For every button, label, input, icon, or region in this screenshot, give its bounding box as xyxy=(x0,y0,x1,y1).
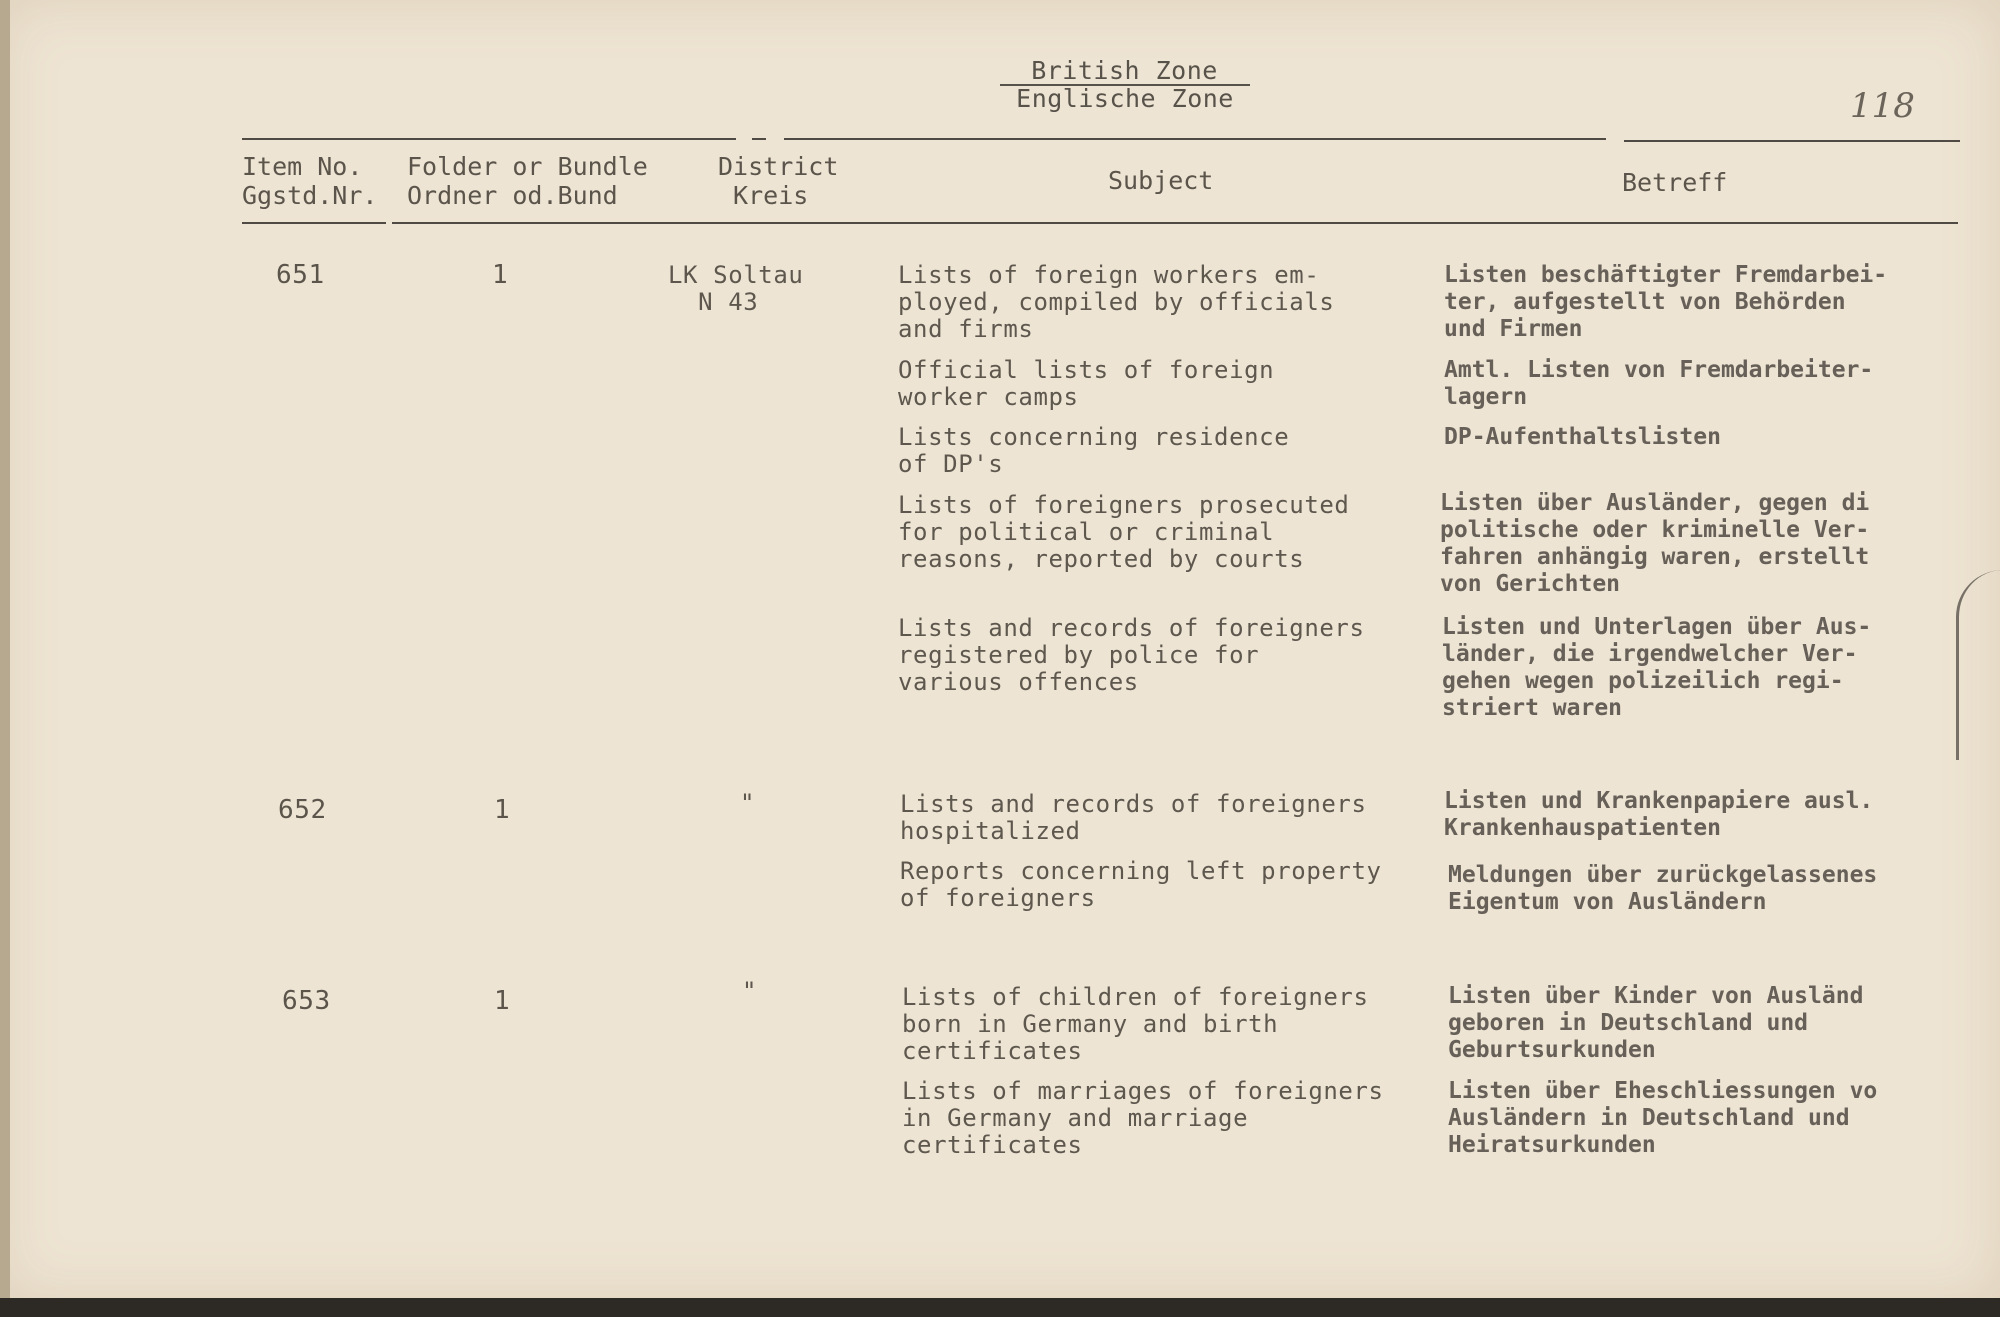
header-rule-bottom xyxy=(242,222,386,224)
district: " xyxy=(740,789,756,817)
betreff-entry: Listen beschäftigter Fremdarbei- ter, aufgestellt von Behörden und Firmen xyxy=(1444,262,1888,342)
header-rule-top xyxy=(784,138,1606,140)
folder-number: 1 xyxy=(494,795,511,825)
column-header-folder: Folder or Bundle Ordner od.Bund xyxy=(407,152,648,210)
subject-entry: Lists concerning residence of DP's xyxy=(898,423,1290,478)
folder-number: 1 xyxy=(492,260,509,290)
district: " xyxy=(742,977,758,1005)
subject-entry: Lists of children of foreigners born in Germany and birth certificates xyxy=(902,983,1369,1065)
betreff-entry: DP-Aufenthaltslisten xyxy=(1444,424,1721,450)
page-bottom-edge xyxy=(0,1298,2000,1317)
item-number: 651 xyxy=(276,260,325,290)
subject-entry: Official lists of foreign worker camps xyxy=(898,356,1275,411)
header-rule-bottom xyxy=(392,222,1958,224)
column-header-item: Item No. Ggstd.Nr. xyxy=(242,152,378,210)
subject-entry: Lists and records of foreigners hospitalized xyxy=(900,790,1367,845)
zone-title-german: Englische Zone xyxy=(1000,84,1250,112)
betreff-entry: Amtl. Listen von Fremdarbeiter- lagern xyxy=(1444,357,1874,410)
column-header-betreff: Betreff xyxy=(1622,168,1728,197)
folder-number: 1 xyxy=(494,986,511,1016)
column-header-district: District Kreis xyxy=(718,152,839,210)
zone-title-english: British Zone xyxy=(1031,56,1218,85)
item-number: 653 xyxy=(282,986,331,1016)
page-left-edge xyxy=(0,0,10,1317)
betreff-entry: Listen und Krankenpapiere ausl. Krankenhauspatienten xyxy=(1444,788,1874,841)
betreff-entry: Listen über Eheschliessungen vo Ausländern in Deutschland und Heiratsurkunden xyxy=(1448,1078,1878,1158)
subject-entry: Reports concerning left property of foreigners xyxy=(900,857,1382,912)
subject-entry: Lists of marriages of foreigners in Germany and marriage certificates xyxy=(902,1077,1384,1159)
paper-curl-mark xyxy=(1956,570,2000,760)
district: LK Soltau N 43 xyxy=(668,261,804,316)
header-rule-top xyxy=(1624,140,1960,142)
subject-entry: Lists of foreigners prosecuted for political or criminal reasons, reported by courts xyxy=(898,491,1350,573)
subject-entry: Lists and records of foreigners registered by police for various offences xyxy=(898,614,1365,696)
page-number: 118 xyxy=(1850,86,1915,126)
header-rule-top xyxy=(752,138,766,140)
item-number: 652 xyxy=(278,795,327,825)
betreff-entry: Listen über Kinder von Ausländ geboren in Deutschland und Geburtsurkunden xyxy=(1448,983,1864,1063)
betreff-entry: Listen über Ausländer, gegen di politische oder kriminelle Ver- fahren anhängig waren, erstellt von Gerichten xyxy=(1440,490,1870,597)
column-header-subject: Subject xyxy=(1108,166,1214,195)
subject-entry: Lists of foreign workers em- ployed, compiled by officials and firms xyxy=(898,261,1335,343)
header-rule-top xyxy=(242,138,736,140)
betreff-entry: Listen und Unterlagen über Aus- länder, die irgendwelcher Ver- gehen wegen polizeilich regi- striert waren xyxy=(1442,614,1872,721)
betreff-entry: Meldungen über zurückgelassenes Eigentum von Ausländern xyxy=(1448,862,1878,915)
